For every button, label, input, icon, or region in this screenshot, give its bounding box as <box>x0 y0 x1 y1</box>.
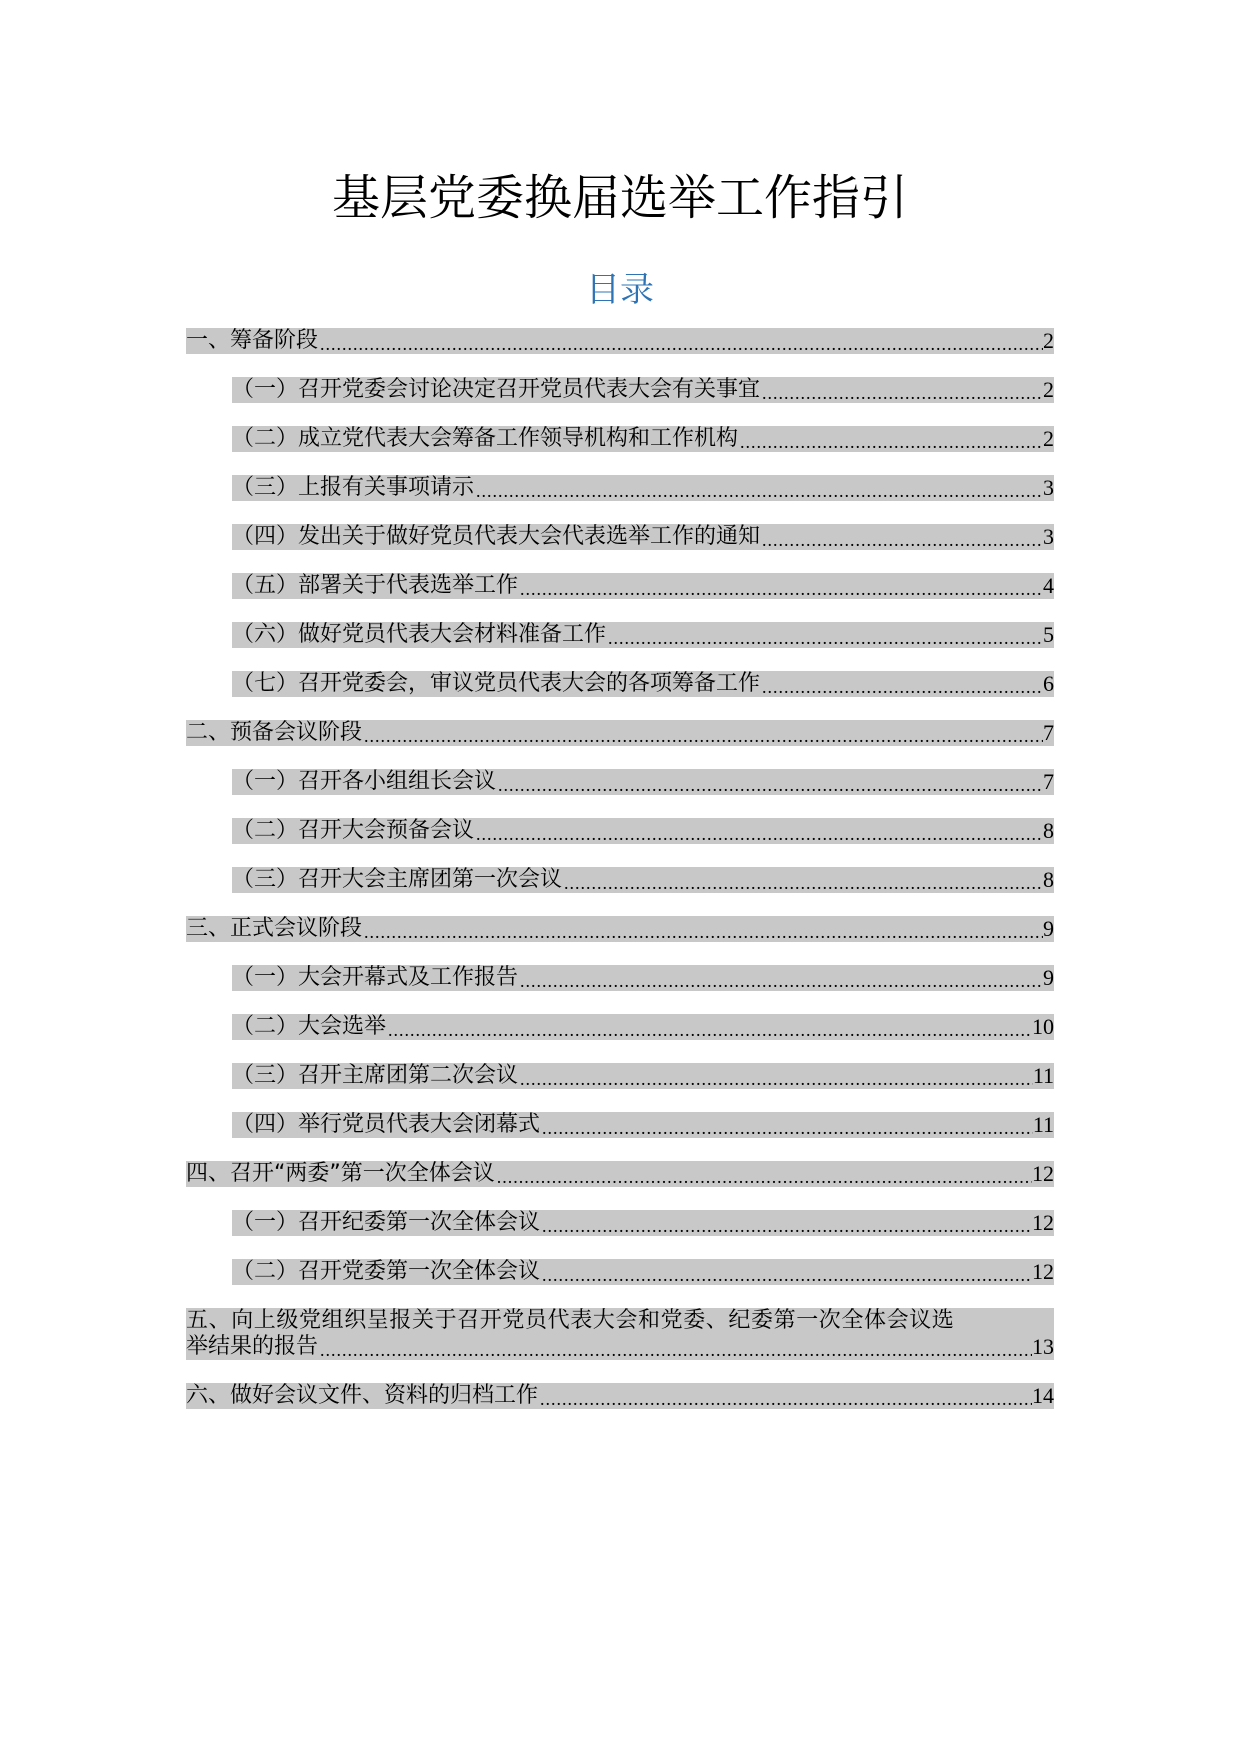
toc-entry[interactable] <box>186 867 1054 893</box>
toc-page-number: 5 <box>1043 622 1054 647</box>
toc-page-number: 10 <box>1032 1014 1054 1039</box>
toc-entry-label: （二）召开党委第一次全体会议 <box>232 1259 541 1284</box>
toc-entry-label: （六）做好党员代表大会材料准备工作 <box>232 622 607 647</box>
toc-entry-label: （一）召开党委会讨论决定召开党员代表大会有关事宜 <box>232 377 761 402</box>
toc-page-number: 9 <box>1043 916 1054 941</box>
toc-page-number: 7 <box>1043 769 1054 794</box>
toc-leader-dots <box>562 873 1043 893</box>
toc-entry[interactable] <box>186 965 1054 991</box>
toc-entry-label: 二、预备会议阶段 <box>186 720 363 745</box>
toc-entry[interactable] <box>186 769 1054 795</box>
toc-entry[interactable] <box>186 671 1054 697</box>
toc-page-number: 9 <box>1043 965 1054 990</box>
toc-leader-dots <box>386 1020 1032 1040</box>
toc-entry-label: （七）召开党委会，审议党员代表大会的各项筹备工作 <box>232 671 761 696</box>
toc-entry[interactable] <box>186 720 1054 746</box>
toc-entry[interactable] <box>186 524 1054 550</box>
toc-entry-label: 四、召开“两委”第一次全体会议 <box>186 1161 495 1186</box>
toc-page-number: 2 <box>1043 426 1054 451</box>
toc-leader-dots <box>474 824 1043 844</box>
toc-leader-dots <box>318 1340 1032 1360</box>
toc-page-number: 13 <box>1032 1334 1054 1359</box>
toc-entry[interactable] <box>186 1161 1054 1187</box>
toc-page-number: 7 <box>1043 720 1054 745</box>
toc-page-number: 6 <box>1043 671 1054 696</box>
toc-entry-label-line2: 举结果的报告 <box>186 1334 319 1359</box>
toc-entry[interactable] <box>186 426 1054 452</box>
toc-entry[interactable] <box>186 377 1054 403</box>
table-of-contents <box>186 328 1054 1432</box>
toc-entry-label: （四）发出关于做好党员代表大会代表选举工作的通知 <box>232 524 761 549</box>
toc-entry-label: 六、做好会议文件、资料的归档工作 <box>186 1383 539 1408</box>
toc-entry-label: （一）召开纪委第一次全体会议 <box>232 1210 541 1235</box>
toc-entry-label: （一）召开各小组组长会议 <box>232 769 497 794</box>
toc-page-number: 12 <box>1032 1259 1054 1284</box>
toc-leader-dots <box>518 579 1043 599</box>
toc-page-number: 3 <box>1043 475 1054 500</box>
toc-entry[interactable] <box>186 573 1054 599</box>
toc-leader-dots <box>540 1118 1033 1138</box>
toc-entry[interactable] <box>186 622 1054 648</box>
toc-entry[interactable] <box>186 818 1054 844</box>
toc-leader-dots <box>760 530 1043 550</box>
toc-leader-dots <box>540 1265 1032 1285</box>
toc-entry[interactable] <box>186 1014 1054 1040</box>
toc-leader-dots <box>474 481 1043 501</box>
toc-leader-dots <box>606 628 1043 648</box>
toc-page-number: 2 <box>1043 328 1054 353</box>
toc-leader-dots <box>518 971 1043 991</box>
toc-entry-label: （四）举行党员代表大会闭幕式 <box>232 1112 541 1137</box>
toc-entry[interactable] <box>186 475 1054 501</box>
toc-leader-dots <box>362 922 1043 942</box>
toc-page-number: 3 <box>1043 524 1054 549</box>
toc-page-number: 2 <box>1043 377 1054 402</box>
toc-entry[interactable] <box>186 916 1054 942</box>
toc-page-number: 8 <box>1043 867 1054 892</box>
document-title: 基层党委换届选举工作指引 <box>331 170 908 226</box>
toc-entry-label: （二）成立党代表大会筹备工作领导机构和工作机构 <box>232 426 739 451</box>
toc-leader-dots <box>738 432 1043 452</box>
toc-entry-label: （三）召开大会主席团第一次会议 <box>232 867 563 892</box>
toc-leader-dots <box>760 383 1043 403</box>
toc-entry-label: （三）召开主席团第二次会议 <box>232 1063 519 1088</box>
toc-entry[interactable] <box>186 1259 1054 1285</box>
toc-entry[interactable] <box>186 1112 1054 1138</box>
toc-entry-label: （二）召开大会预备会议 <box>232 818 475 843</box>
toc-page-number: 14 <box>1032 1383 1054 1408</box>
toc-entry[interactable] <box>186 1063 1054 1089</box>
toc-entry-label: 一、筹备阶段 <box>186 328 319 353</box>
toc-page-number: 4 <box>1043 573 1054 598</box>
toc-leader-dots <box>760 677 1043 697</box>
toc-entry-label: 三、正式会议阶段 <box>186 916 363 941</box>
toc-leader-dots <box>495 1167 1032 1187</box>
toc-leader-dots <box>496 775 1043 795</box>
toc-page-number: 8 <box>1043 818 1054 843</box>
toc-leader-dots <box>318 334 1043 354</box>
toc-leader-dots <box>362 726 1043 746</box>
toc-entry-label-line1: 五、向上级党组织呈报关于召开党员代表大会和党委、纪委第一次全体会议选 <box>186 1308 1054 1334</box>
toc-page-number: 12 <box>1032 1210 1054 1235</box>
toc-leader-dots <box>540 1216 1032 1236</box>
toc-heading: 目录 <box>586 270 654 310</box>
toc-entry-label: （二）大会选举 <box>232 1014 387 1039</box>
toc-entry-label: （三）上报有关事项请示 <box>232 475 475 500</box>
toc-leader-dots <box>518 1069 1033 1089</box>
toc-entry[interactable] <box>186 328 1054 354</box>
toc-entry-label: （五）部署关于代表选举工作 <box>232 573 519 598</box>
toc-entry[interactable] <box>186 1383 1054 1409</box>
toc-page-number: 11 <box>1032 1063 1054 1088</box>
toc-page-number: 11 <box>1032 1112 1054 1137</box>
toc-entry-label: （一）大会开幕式及工作报告 <box>232 965 519 990</box>
toc-page-number: 12 <box>1032 1161 1054 1186</box>
toc-leader-dots <box>538 1389 1032 1409</box>
toc-entry[interactable] <box>186 1308 1054 1360</box>
toc-entry[interactable] <box>186 1210 1054 1236</box>
